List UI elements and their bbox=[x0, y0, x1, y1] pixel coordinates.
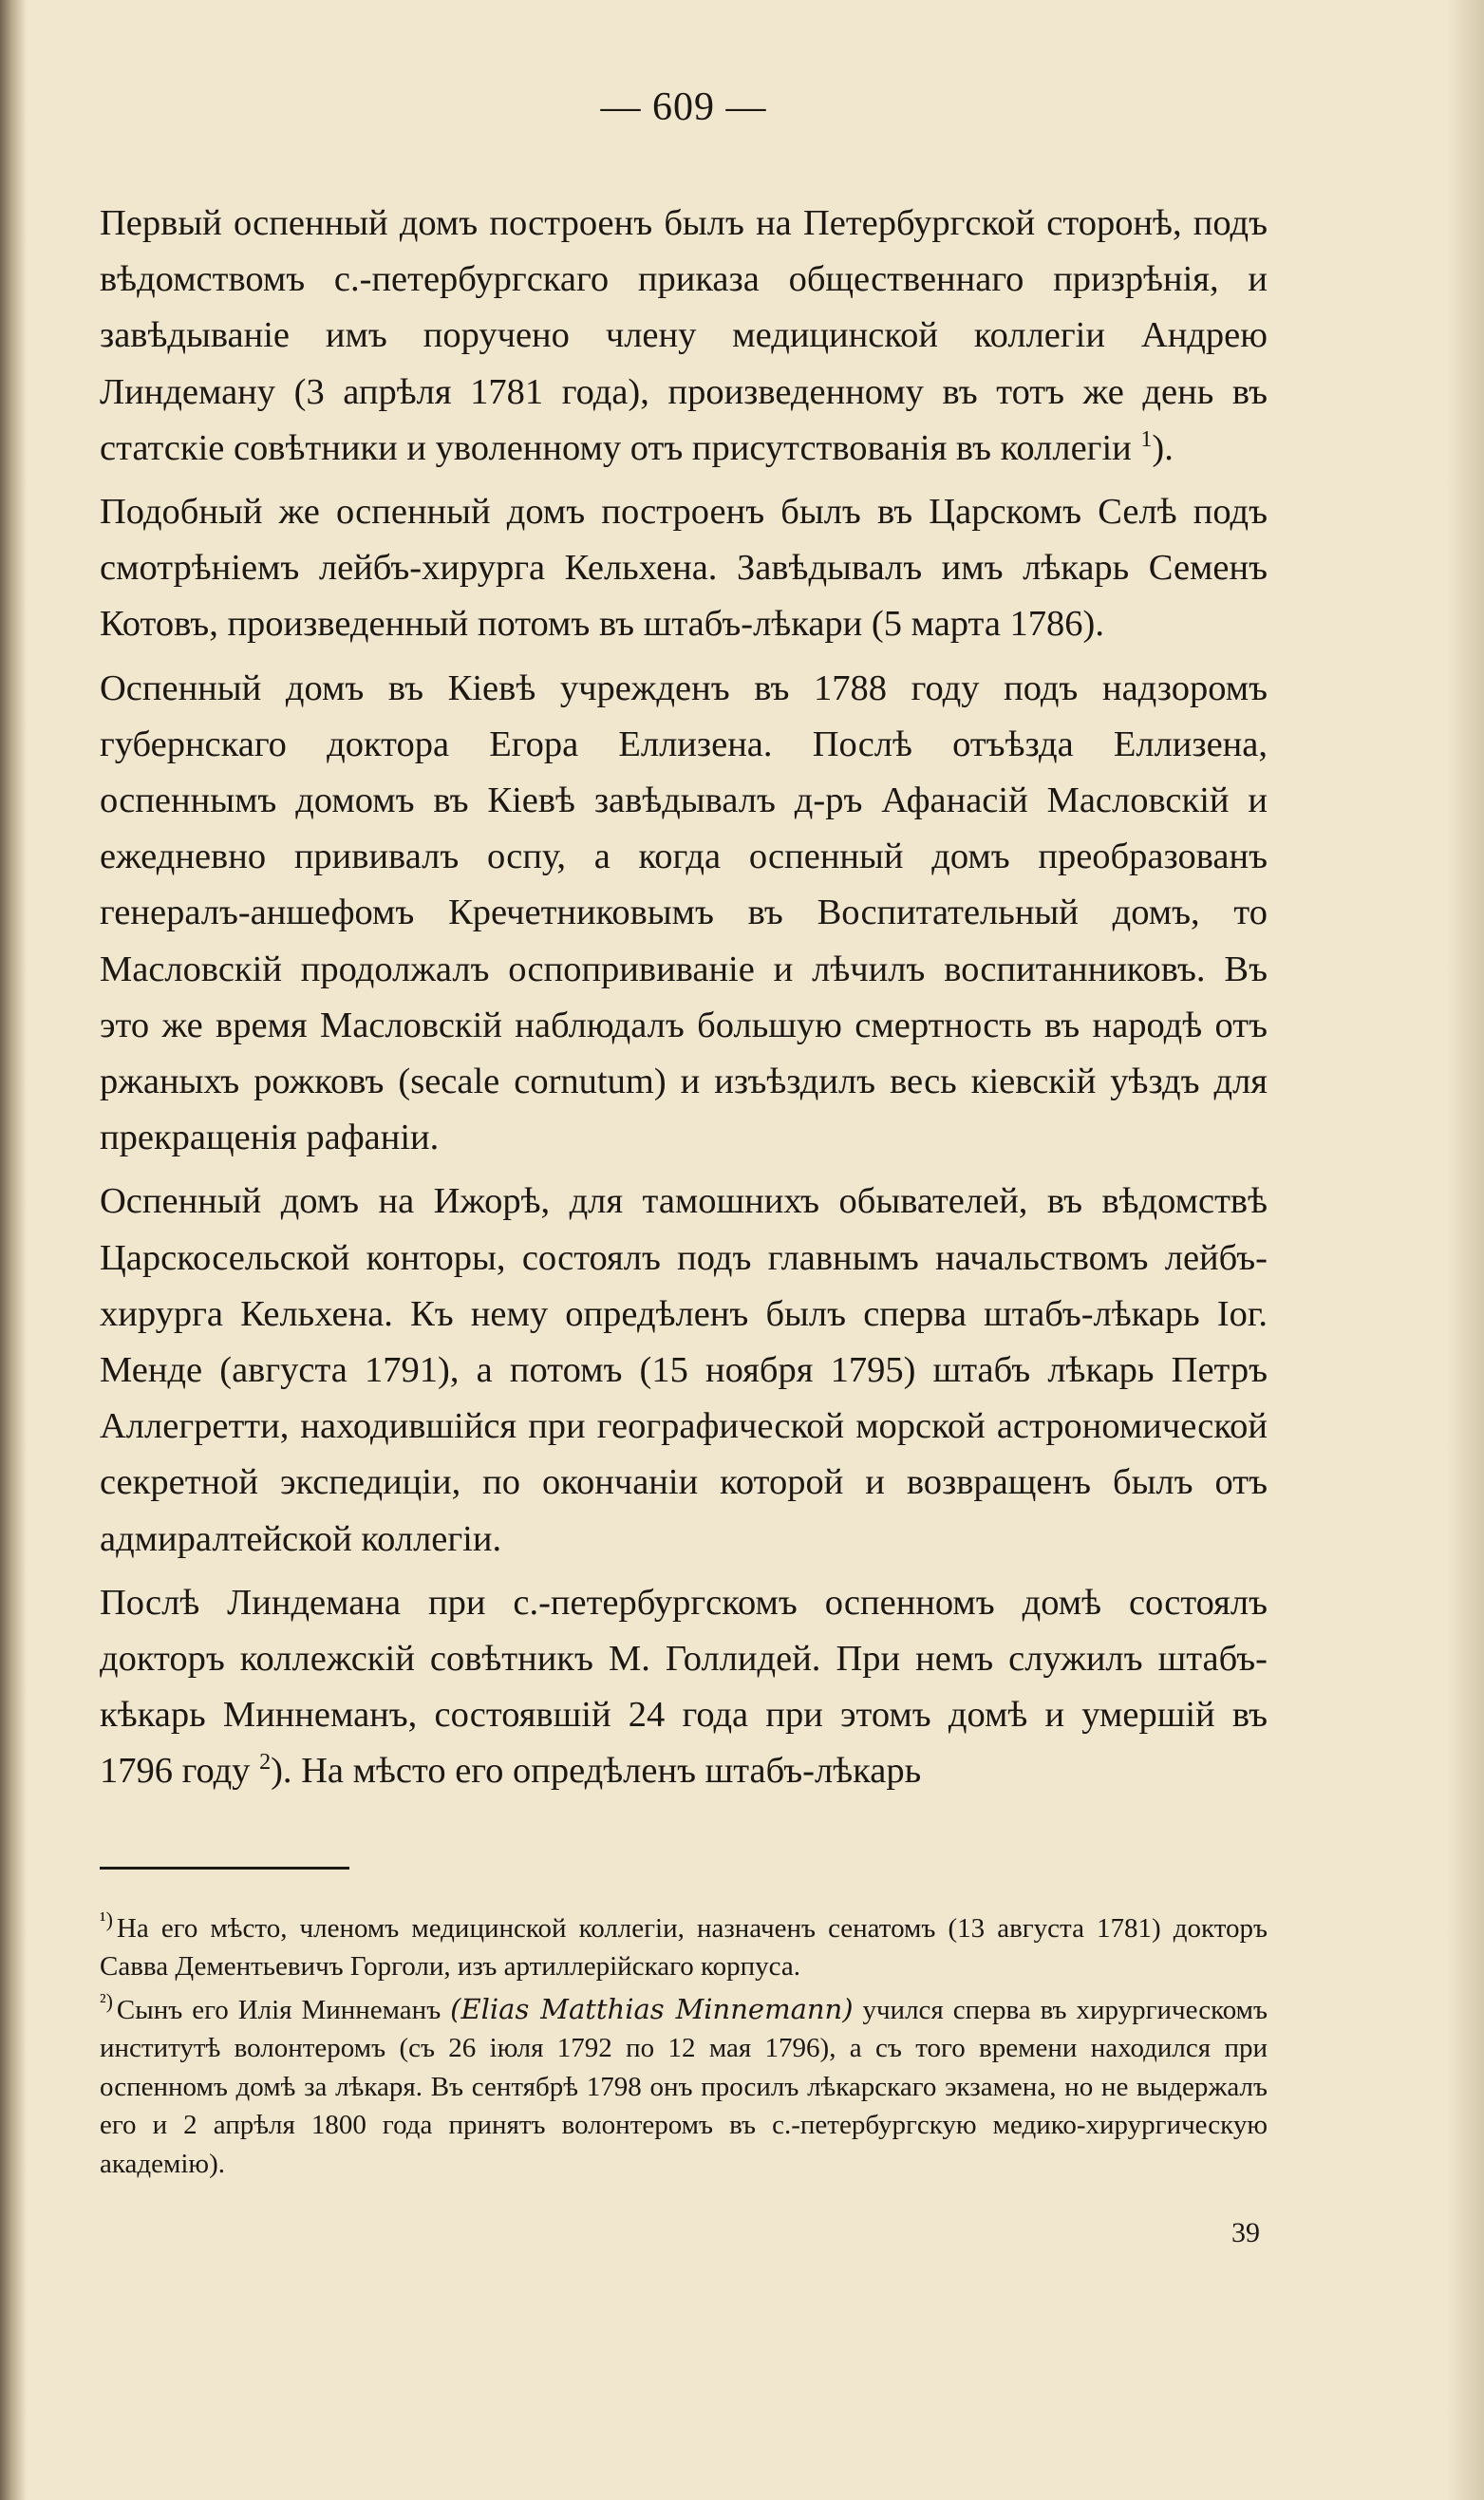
signature-mark: 39 bbox=[1231, 2217, 1260, 2249]
footnote-2-text-before: Сынъ его Илія Миннеманъ bbox=[116, 1994, 451, 2025]
footnote-1 bbox=[100, 1909, 1268, 1986]
page-number: — 609 — bbox=[600, 85, 767, 129]
scan-edge-shadow-left bbox=[0, 0, 27, 2500]
paragraph-2 bbox=[100, 484, 1268, 653]
paragraph-1 bbox=[100, 196, 1268, 477]
footnote-2-mark: ²) bbox=[100, 1989, 113, 2014]
book-page bbox=[100, 87, 1268, 2249]
paragraph-4 bbox=[100, 1174, 1268, 1567]
footnote-separator bbox=[100, 1867, 349, 1870]
footnote-1-mark: ¹) bbox=[100, 1908, 113, 1932]
paragraph-5 bbox=[100, 1575, 1268, 1800]
footnote-2-text-after: учился сперва въ хирургическомъ институтѣ волонтеромъ (съ 26 іюля 1792 по 12 мая 1796), а съ того времени находился при оспенномъ домѣ за лѣкаря. Въ сентябрѣ 1798 онъ просилъ лѣкарскаго экзамена, но не выдержалъ его и 2 апрѣля 1800 года принятъ волонтеромъ въ с.-петербургскую медико-хирургическую академію). bbox=[100, 1994, 1268, 2179]
footnote-2 bbox=[100, 1990, 1268, 2184]
paragraph-1-text: Первый оспенный домъ построенъ былъ на Петербургской сторонѣ, подъ вѣдомствомъ с.-петербургскаго приказа общественнаго призрѣнія, и завѣдываніе имъ поручено члену медицинской коллегіи Андрею Линдеману (3 апрѣля 1781 года), произведенному въ тотъ же день въ статскіе совѣтники и уволенному отъ присутствованія въ коллегіи bbox=[100, 203, 1268, 468]
paragraph-3 bbox=[100, 661, 1268, 1167]
paragraph-5-text: Послѣ Линдемана при с.-петербургскомъ оспенномъ домѣ состоялъ докторъ коллежскій совѣтникъ М. Голлидей. При немъ служилъ штабъ-кѣкарь Миннеманъ, состоявшій 24 года при этомъ домѣ и умершій въ 1796 году bbox=[100, 1582, 1268, 1792]
footnotes bbox=[100, 1909, 1268, 2184]
paragraph-4-text: Оспенный домъ на Ижорѣ, для тамошнихъ обывателей, въ вѣдомствѣ Царскосельской конторы, состоялъ подъ главнымъ начальствомъ лейбъ-хирурга Кельхена. Къ нему опредѣленъ былъ сперва штабъ-лѣкарь Іог. Менде (августа 1791), а потомъ (15 ноября 1795) штабъ лѣкарь Петръ Аллегретти, находившійся при географической морской астрономической секретной экспедиціи, по окончаніи которой и возвращенъ былъ отъ адмиралтейской коллегіи. bbox=[100, 1181, 1268, 1559]
footnote-1-text: На его мѣсто, членомъ медицинской коллегіи, назначенъ сенатомъ (13 августа 1781) докторъ Савва Дементьевичъ Горголи, изъ артиллерійскаго корпуса. bbox=[100, 1912, 1268, 1983]
scan-edge-shadow-right bbox=[1446, 0, 1484, 2500]
footnote-ref-1: 1 bbox=[1140, 426, 1153, 452]
body-text bbox=[100, 196, 1268, 1800]
paragraph-5-tail: ). На мѣсто его опредѣленъ штабъ-лѣкарь bbox=[271, 1751, 922, 1792]
paragraph-2-text: Подобный же оспенный домъ построенъ былъ въ Царскомъ Селѣ подъ смотрѣніемъ лейбъ-хирурга Кельхена. Завѣдывалъ имъ лѣкарь Семенъ Котовъ, произведенный потомъ въ штабъ-лѣкари (5 марта 1786). bbox=[100, 492, 1268, 645]
paragraph-3-text: Оспенный домъ въ Кіевѣ учрежденъ въ 1788 году подъ надзоромъ губернскаго доктора Егора Еллизена. Послѣ отъѣзда Еллизена, оспеннымъ домомъ въ Кіевѣ завѣдывалъ д-ръ Афанасій Масловскій и ежедневно прививалъ оспу, а когда оспенный домъ преобразованъ генералъ-аншефомъ Кречетниковымъ въ Воспитательный домъ, то Масловскій продолжалъ оспопрививаніе и лѣчилъ воспитанниковъ. Въ это же время Масловскій наблюдалъ большую смертность въ народѣ отъ ржаныхъ рожковъ (secale cornutum) и изъѣздилъ весь кіевскій уѣздъ для прекращенія рафаніи. bbox=[100, 667, 1268, 1158]
footnote-ref-2: 2 bbox=[259, 1750, 272, 1776]
footnote-2-latin-name: (Elias Matthias Minnemann) bbox=[450, 1992, 854, 2025]
paragraph-1-tail: ). bbox=[1152, 427, 1174, 468]
